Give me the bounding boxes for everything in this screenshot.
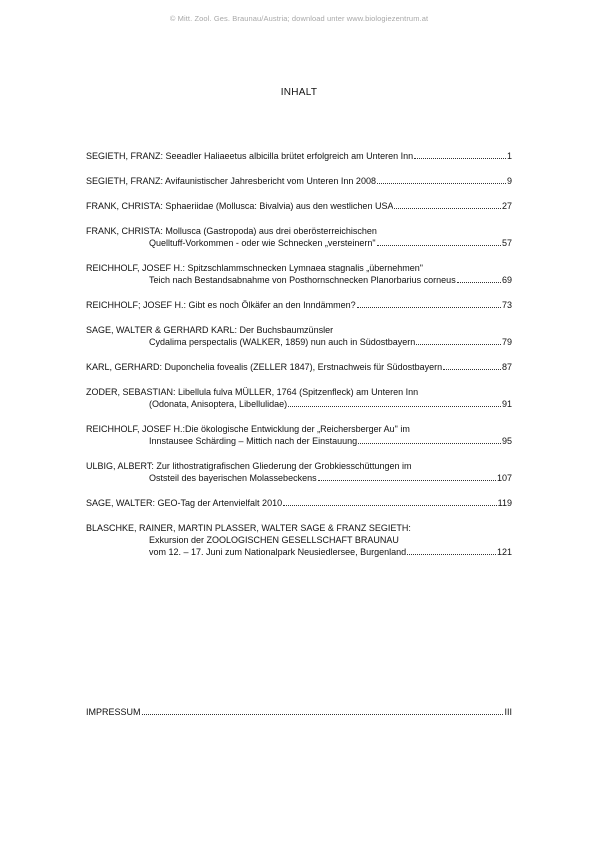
table-of-contents bbox=[86, 150, 512, 558]
toc-entry-title: ZODER, SEBASTIAN: Libellula fulva MÜLLER, 1764 (Spitzenfleck) am Unteren Inn bbox=[86, 387, 419, 397]
toc-entry-author-line bbox=[86, 150, 512, 162]
toc-entry-continuation-line bbox=[86, 435, 512, 447]
toc-entry-author-line bbox=[86, 522, 512, 534]
toc-entry bbox=[86, 150, 512, 162]
toc-entry-title: SAGE, WALTER & GERHARD KARL: Der Buchsbaumzünsler bbox=[86, 325, 334, 335]
toc-entry-page: 121 bbox=[496, 547, 512, 557]
toc-entry-continuation-line bbox=[86, 472, 512, 484]
dot-leader bbox=[377, 183, 506, 184]
toc-entry bbox=[86, 200, 512, 212]
toc-entry-author-line bbox=[86, 361, 512, 373]
toc-entry bbox=[86, 324, 512, 348]
toc-entry-page: 95 bbox=[501, 436, 512, 446]
toc-entry-title: vom 12. – 17. Juni zum Nationalpark Neusiedlersee, Burgenland bbox=[149, 547, 407, 557]
dot-leader bbox=[407, 554, 496, 555]
toc-entry-author-line bbox=[86, 386, 512, 398]
toc-entry-title: SEGIETH, FRANZ: Seeadler Haliaeetus albicilla brütet erfolgreich am Unteren Inn bbox=[86, 151, 414, 161]
toc-entry-continuation-line bbox=[86, 336, 512, 348]
toc-entry-title: IMPRESSUM bbox=[86, 707, 141, 717]
toc-entry-title: FRANK, CHRISTA: Sphaeriidae (Mollusca: Bivalvia) aus den westlichen USA bbox=[86, 201, 394, 211]
toc-entry-continuation-line bbox=[86, 534, 512, 546]
toc-entry-page: 87 bbox=[501, 362, 512, 372]
dot-leader bbox=[318, 480, 496, 481]
toc-entry bbox=[86, 497, 512, 509]
toc-entry-title: Innstausee Schärding – Mittich nach der Einstauung bbox=[149, 436, 358, 446]
dot-leader bbox=[414, 158, 506, 159]
toc-entry-author-line bbox=[86, 175, 512, 187]
toc-entry-author-line bbox=[86, 460, 512, 472]
dot-leader bbox=[443, 369, 501, 370]
toc-entry-author-line bbox=[86, 423, 512, 435]
copyright-watermark: © Mitt. Zool. Ges. Braunau/Austria; download unter www.biologiezentrum.at bbox=[169, 14, 429, 23]
toc-entry-title: KARL, GERHARD: Duponchelia fovealis (ZELLER 1847), Erstnachweis für Südostbayern bbox=[86, 362, 443, 372]
toc-entry bbox=[86, 423, 512, 447]
toc-entry-title: REICHHOLF, JOSEF H.:Die ökologische Entwicklung der „Reichersberger Au" im bbox=[86, 424, 410, 434]
toc-entry-page: 119 bbox=[497, 498, 512, 508]
toc-entry-title: (Odonata, Anisoptera, Libellulidae) bbox=[149, 399, 288, 409]
toc-entry-page: 57 bbox=[501, 238, 512, 248]
dot-leader bbox=[288, 406, 501, 407]
dot-leader bbox=[357, 307, 501, 308]
toc-entry-page: 73 bbox=[501, 300, 512, 310]
dot-leader bbox=[283, 505, 497, 506]
toc-entry-title: Exkursion der ZOOLOGISCHEN GESELLSCHAFT BRAUNAU bbox=[149, 535, 399, 545]
toc-entry-title: SAGE, WALTER: GEO-Tag der Artenvielfalt 2010 bbox=[86, 498, 283, 508]
toc-entry-title: FRANK, CHRISTA: Mollusca (Gastropoda) aus drei oberösterreichischen bbox=[86, 226, 377, 236]
toc-entry bbox=[86, 175, 512, 187]
toc-entry-title: REICHHOLF, JOSEF H.: Spitzschlammschnecken Lymnaea stagnalis „übernehmen" bbox=[86, 263, 423, 273]
toc-entry-title: Cydalima perspectalis (WALKER, 1859) nun auch in Südostbayern bbox=[149, 337, 416, 347]
toc-entry-page: 9 bbox=[506, 176, 512, 186]
toc-entry-title: ULBIG, ALBERT: Zur lithostratigrafischen Gliederung der Grobkiesschüttungen im bbox=[86, 461, 412, 471]
toc-entry bbox=[86, 225, 512, 249]
toc-entry-page: 91 bbox=[501, 399, 512, 409]
toc-entry bbox=[86, 522, 512, 558]
toc-entry-continuation-line bbox=[86, 237, 512, 249]
toc-entry bbox=[86, 460, 512, 484]
toc-entry bbox=[86, 386, 512, 410]
dot-leader bbox=[457, 282, 501, 283]
toc-entry bbox=[86, 361, 512, 373]
toc-entry-title: Quelltuff-Vorkommen - oder wie Schnecken „versteinern" bbox=[149, 238, 376, 248]
toc-entry bbox=[86, 262, 512, 286]
toc-entry-page: 79 bbox=[501, 337, 512, 347]
toc-entry-page: 27 bbox=[501, 201, 512, 211]
toc-entry-author-line bbox=[86, 225, 512, 237]
toc-entry-title: REICHHOLF; JOSEF H.: Gibt es noch Ölkäfer an den Inndämmen? bbox=[86, 300, 356, 310]
toc-entry-author-line bbox=[86, 200, 512, 212]
toc-entry-page: 1 bbox=[506, 151, 512, 161]
toc-entry-author-line bbox=[86, 299, 512, 311]
toc-entry-continuation-line bbox=[86, 398, 512, 410]
dot-leader bbox=[416, 344, 501, 345]
dot-leader bbox=[358, 443, 501, 444]
dot-leader bbox=[142, 714, 504, 715]
toc-entry-continuation-line bbox=[86, 274, 512, 286]
toc-entry-page: 107 bbox=[496, 473, 512, 483]
toc-entry-title: SEGIETH, FRANZ: Avifaunistischer Jahresbericht vom Unteren Inn 2008 bbox=[86, 176, 376, 186]
page-title: INHALT bbox=[280, 87, 318, 98]
toc-entry-author-line bbox=[86, 497, 512, 509]
toc-entry-title: Teich nach Bestandsabnahme von Posthornschnecken Planorbarius corneus bbox=[149, 275, 456, 285]
toc-entry-title: Oststeil des bayerischen Molassebeckens bbox=[149, 473, 317, 483]
toc-entry-page: 69 bbox=[501, 275, 512, 285]
toc-entry bbox=[86, 299, 512, 311]
toc-entry-page: III bbox=[504, 707, 512, 717]
dot-leader bbox=[394, 208, 501, 209]
toc-entry-continuation-line bbox=[86, 546, 512, 558]
toc-entry-author-line bbox=[86, 262, 512, 274]
dot-leader bbox=[377, 245, 501, 246]
toc-entry-title: BLASCHKE, RAINER, MARTIN PLASSER, WALTER SAGE & FRANZ SEGIETH: bbox=[86, 523, 411, 533]
toc-entry-impressum bbox=[86, 706, 512, 718]
toc-entry-author-line bbox=[86, 324, 512, 336]
